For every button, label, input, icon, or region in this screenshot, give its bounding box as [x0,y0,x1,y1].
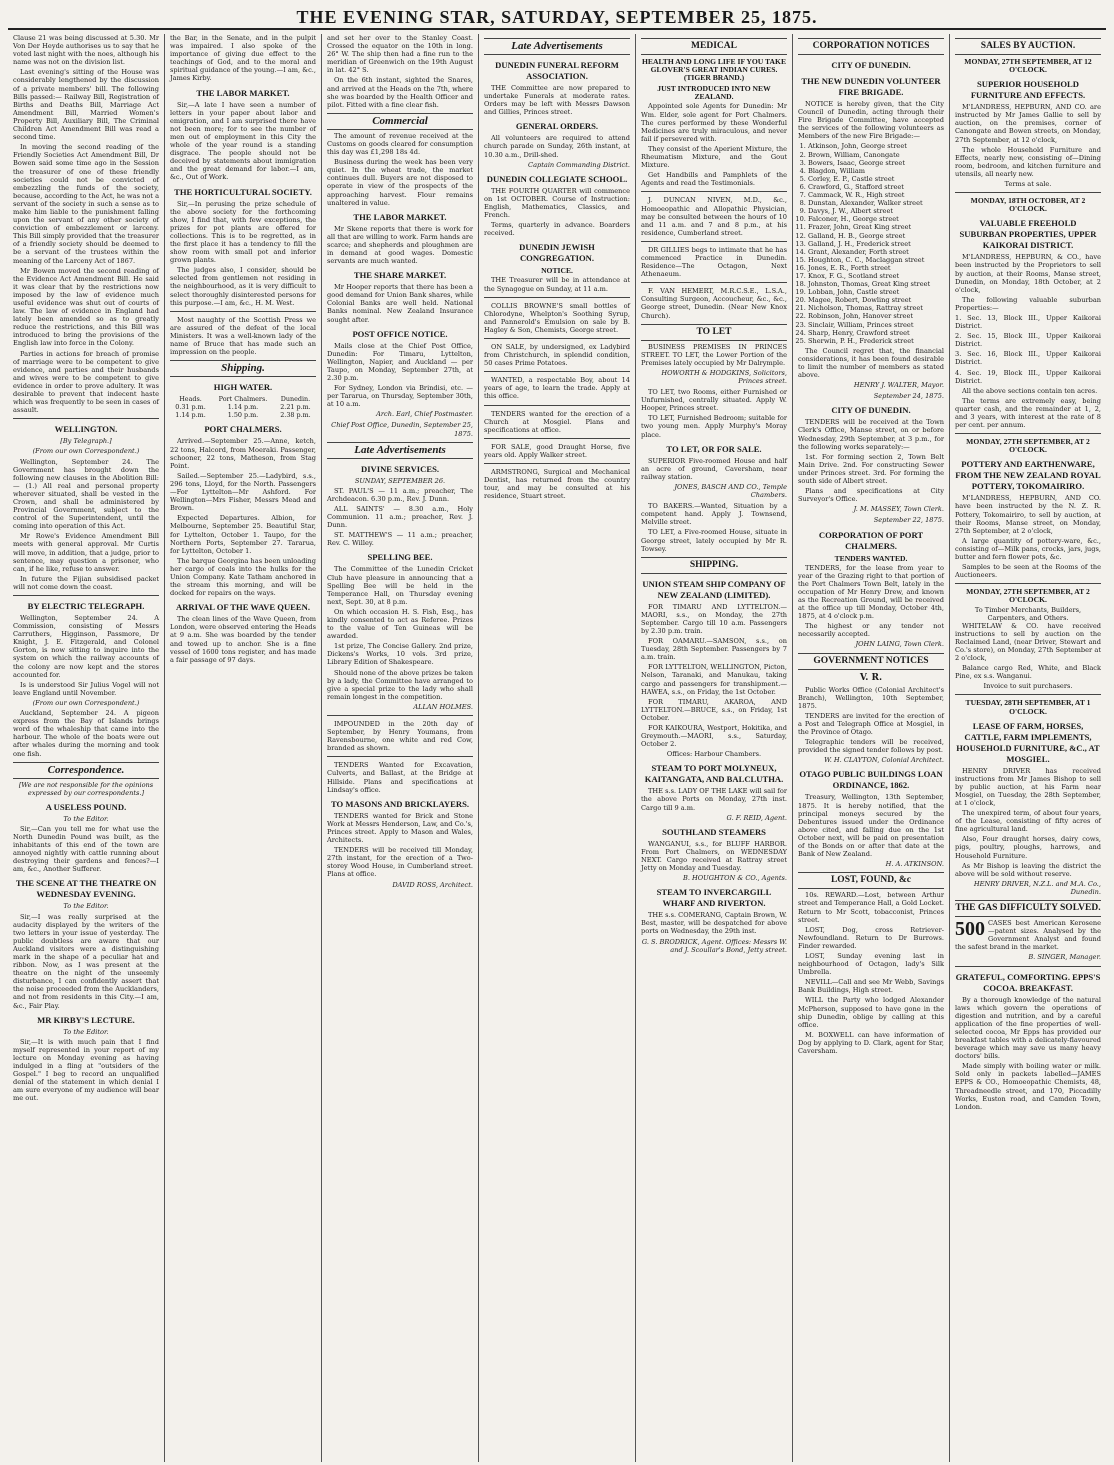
heading-masons: TO MASONS AND BRICKLAYERS. [330,798,469,809]
notice-text: Treasury, Wellington, 13th September, 1875. It is hereby notified, that the principal moneys secured by the Debentures issued under the Ordinance above cited, and falling due on the 1st October next, will be paid on presentation of the Bonds on or after that date at the Bank of New Zealand. [798,793,944,859]
list-item: 4. Sec. 19, Block III., Upper Kaikorai District. [955,368,1101,385]
ad-text: A large quantity of pottery-ware, &c., consisting of—Milk pans, crocks, jars, jugs, butter and fern flower pots, &c. [955,536,1101,562]
ad-text: TENDERS will be received till Monday, 27th instant, for the erection of a Two-storey Wood House, in Cumberland street. Plans at office. [327,846,473,879]
divider [484,463,630,464]
ad-text: F. VAN HEMERT, M.R.C.S.E., L.S.A., Consulting Surgeon, Accoucheur, &c., &c., George street, Dunedin. (Near New Knox Church). [641,287,787,320]
table-cell: Port Chalmers. [218,395,268,404]
heading-labor-market: THE LABOR MARKET. [196,87,290,98]
list-item: 21. Nicholson, Thomas, Rattray street [808,304,944,312]
ad-text: Get Handbills and Pamphlets of the Agents and read the Testimonials. [641,171,787,188]
article-text: Mr Bowen moved the second reading of the Evidence Act Amendment Bill. He said it was clear that by the restrictions now imposed by the law of evidence much useful evidence was shut out of courts of law. The law of evidence in England had lately been amended so as to greatly reduce the restrictions, and this Bill was introduced to bring the provisions of the English law into force in the Colony. [13,266,159,348]
list-item: 1. Sec. 13, Block III., Upper Kaikorai District. [955,313,1101,331]
signature: Chief Post Office, Dunedin, September 25, 1875. [331,421,473,438]
ad-text: COLLIS BROWNE'S small bottles of Chlorodyne, Whelpton's Soothing Syrup, and Pannerold's Emulsion on sale by B. Hagley & Son, Chemists, George street. [484,301,630,334]
table-cell: 2.38 p.m. [280,411,311,420]
ad-text: All the above sections contain ten acres. [962,386,1098,395]
divider [13,595,159,596]
article-text: Last evening's sitting of the House was considerably lengthened by the discussion of a private members' bill. The following Bills passed:— Railway Bill, Registration of Births and Deaths Bill, Marriage Act Amendment Bill, Married Women's Property Bill, Auxiliary Bill, The Criminal Children Act Amendment Bill was read a second time. [13,68,159,142]
notice-text: For Sydney, London via Brindisi, etc. — per Tararua, on Thursday, September 30th, at 10 a.m. [327,384,473,409]
heading-collegiate-school: DUNEDIN COLLEGIATE SCHOOL. [486,173,628,184]
heading-union-steam-ship: UNION STEAM SHIP COMPANY OF NEW ZEALAND (LIMITED). [642,578,786,600]
notice-text: The Council regret that, the financial considerations, it has been found desirable to limit the number of members as stated above. [798,346,944,380]
signature: W. H. CLAYTON, Colonial Architect. [824,756,944,765]
divider [641,241,787,242]
shipping-text: The barque Georgina has been unloading her cargo of coals into the hulks for the Union Company. Kate Tatham anchored in the stream this morning, and will be docked for repairs on the ways. [170,556,316,598]
offices-note: Offices: Harbour Chambers. [666,750,762,759]
list-item: 3. Sec. 16, Block III., Upper Kaikorai District. [955,350,1101,367]
shipping-text: Sailed.—September 25.—Ladybird, s.s., 296 tons, Lloyd, for the North. Passengers—For Lyttelton—Mr Ashford. For Wellington—Mrs Fisher, Messrs Mead and Brown. [170,471,316,513]
heading-freehold-properties: VALUABLE FREEHOLD SUBURBAN PROPERTIES, UPPER KAIKORAI DISTRICT. [959,218,1097,251]
ad-text: DR GILLIES begs to intimate that he has commenced Practice in Dunedin. Residence—The Octagon, Next Athenaeum. [641,245,787,279]
to-editor: To the Editor. [63,902,109,911]
signature: HENRY J. WALTER, Mayor. [853,381,944,390]
article-text: The amount of revenue received at the Customs on goods cleared for consumption this day was £1,298 18s 4d. [327,131,473,157]
list-item: 13. Galland, J. H., Frederick street [808,240,944,248]
table-cell: 1.14 p.m. [227,403,259,412]
article-text: Wellington, September 24. The Government has brought down the following new clauses in the Abolition Bill:— (1.) All real and personal property wherever situated, shall be vested in the Crown, and shall be administered by Provincial Government, subject to the control of the Superintendent, until the coming into operation of this Act. [13,457,159,531]
article-text: Wellington, September 24. A Commission, consisting of Messrs Carruthers, Higginson, Passmore, Dr Knight, J. E. Fitzgerald, and Colonel Gorton, is now sitting to inquire into the system on which the railway accounts of the colony are now kept and the stores accounted for. [13,614,159,679]
divider [955,433,1101,434]
ad-text: The unexpired term, of about four years, of the Lease, consisting of fifty acres of fine agricultural land. [955,809,1101,834]
signature: B. HOUGHTON & CO., Agents. [682,874,787,883]
heading-let-or-sale: TO LET, OR FOR SALE. [666,443,762,454]
heading-horticultural: THE HORTICULTURAL SOCIETY. [174,186,312,197]
ad-text: By a thorough knowledge of the natural laws which govern the operations of digestion and nutrition, and by a careful application of the fine properties of well-selected cocoa, Mr Epps has provided our breakfast tables with a delicately-flavoured beverage which may save us many heavy doctors' bills. [955,995,1101,1061]
section-commercial: Commercial [327,113,473,130]
list-item: 4. Blagdon, William [808,167,944,175]
list-item: 22. Robinson, John, Hanover street [808,312,944,320]
notice-text: TENDERS, for the lease from year to year of the Grazing right to that portion of the Port Chalmers Town Belt, lately in the occupation of Mr Henry Drew, and known as the Recreation Ground, will be received at the office up till Monday, October 4th, 1875, at 4 o'clock p.m. [798,563,944,621]
ad-title: JUST INTRODUCED INTO NEW ZEALAND. [657,84,771,102]
ad-text: THE Treasurer will be in attendance at the Synagogue on Sunday, at 11 a.m. [484,276,630,293]
ad-text: SUPERIOR Five-roomed House and half an acre of ground, Caversham, near railway station. [641,456,787,481]
list-item: 20. Magee, Robert, Dowling street [808,296,944,304]
heading-port-chalmers: PORT CHALMERS. [204,424,282,435]
shipping-text: and set her over to the Stanley Coast. Crossed the equator on the 10th in long. 26° W. The ship then had a fine run to the meridian of Greenwich on the 19th August in lat. 42° S. [327,34,473,75]
column-2 [165,34,322,1462]
ad-text: TENDERS Wanted for Excavation, Culverts, and Ballast, at the Bridge at Hillside. Plans and specifications at Lindsay's office. [327,761,473,794]
heading-share-market: THE SHARE MARKET. [353,270,447,281]
notice-text: The highest or any tender not necessarily accepted. [798,622,944,639]
heading-wave-queen: ARRIVAL OF THE WAVE QUEEN. [176,602,310,613]
divider [484,371,630,372]
ad-text: TO LET, two Rooms, either Furnished or Unfurnished, centrally situated. Apply W. Hooper, Princes street. [641,388,787,413]
ad-text: Appointed sole Agents for Dunedin: Mr Wm. Elder, sole agent for Port Chalmers. The cures performed by these Wonderful Medicines are truly miraculous, and never fail if persevered with. [641,102,787,143]
divider [484,438,630,439]
ad-text: Should none of the above prizes be taken by a lady, the Committee have arranged to give a special prize to the lady who shall remain longest in the competition. [327,668,473,701]
section-shipping: SHIPPING. [641,557,787,574]
divider [955,192,1101,193]
ad-text: M. BOXWELL can have information of Dog by applying to D. Clark, agent for Star, Caversham. [798,1030,944,1055]
ad-text: ST. PAUL'S — 11 a.m.; preacher, The Archdeacon. 6.30 p.m., Rev. J. Dunn. [327,486,473,503]
ad-text: BUSINESS PREMISES IN PRINCES STREET. TO LET, the Lower Portion of the Premises lately occupied by Mr Dalrymple. [641,342,787,367]
section-late-advertisements: Late Advertisements [327,442,473,459]
ad-text: ARMSTRONG, Surgical and Mechanical Dentist, has returned from the country tour, and may be consulted at his residence, Stuart street. [484,468,630,501]
column-7 [950,34,1106,1462]
notice-text: 1st. For forming section 2, Town Belt Main Drive. 2nd. For constructing Sewer under Princes street. 3rd. For forming the south side of Albert street. [798,452,944,486]
sale-date: MONDAY, 18TH OCTOBER, AT 2 O'CLOCK. [970,196,1086,214]
ad-text: HENRY DRIVER has received instructions from Mr James Bishop to sell by public auction, at his Farm near Mosgiel, on Tuesday, the 28th September, at 1 o'clock, [955,766,1101,807]
heading-wellington: WELLINGTON. [54,424,118,435]
divider [327,756,473,757]
divider [13,418,159,419]
ad-text: ALL SAINTS' — 8.30 a.m., Holy Communion. 11 a.m.; preacher, Rev. J. Dunn. [327,504,473,530]
ad-text: WHITELAW & CO. have received instructions to sell by auction on the Reclaimed Land, (near Driver, Stewart and Co.'s store), on Monday, 27th September at 2 o'clock, [955,621,1101,663]
list-item: 15. Houghton, C. C., Maclaggan street [808,256,944,264]
heading-general-orders: GENERAL ORDERS. [515,121,599,132]
ad-text: LOST, Sunday evening last in neighbourhood of Octagon, lady's Silk Umbrella. [798,951,944,977]
list-item: 19. Lobban, John, Castle street [808,288,944,296]
table-cell: 2.21 p.m. [280,403,311,412]
shipping-text: On the 6th instant, sighted the Snares, and arrived at the Heads on the 7th, where she was boarded by the Health Officer and pilot. Fitted with a fine clear fish. [327,76,473,109]
notice-text: Public Works Office (Colonial Architect's Branch), Wellington, 10th September, 1875. [798,685,944,710]
ad-text: All volunteers are required to attend church parade on Sunday, 26th instant, at 10.30 a.m., Drill-shed. [484,134,630,159]
divider [641,282,787,283]
notice-text: TENDERS will be received at the Town Clerk's Office, Manse street, on or before Wednesday, 29th September, at 3 p.m., for the following works separately:— [798,418,944,451]
article-text: In future the Fijian subsidised packet will not come down the coast. [13,574,159,591]
ad-text: J. DUNCAN NIVEN, M.D., &c., Homoeopathic and Allopathic Physician, may be consulted between the hours of 10 and 11 a.m. and 7 and 8 p.m., at his residence, Cumberland street. [641,196,787,237]
signature: JOHN LAING, Town Clerk. [855,640,944,649]
article-text: Mr Skene reports that there is work for all that are willing to work. Farm hands are scarce; and shepherds and ploughmen are in demand at good wages. Domestic servants are much wanted. [327,224,473,266]
heading-gas-difficulty: THE GAS DIFFICULTY SOLVED. [955,900,1101,917]
table-cell: Heads. [179,395,202,404]
signature: B. SINGER, Manager. [1028,953,1101,962]
ad-text: FOR TIMARU AND LYTTELTON.—MAORI, s.s., on Monday, the 27th September. Cargo till 10 a.m. Passengers by 2.30 p.m. train. [641,602,787,635]
notice-title: TENDERS WANTED. [834,553,908,563]
table-row [170,403,316,411]
article-text: Mr Rowe's Evidence Amendment Bill meets with general approval. Mr Curtis will move, in addition, that a judge, prior to sentence, may question a prisoner, who can, if he like, refuse to answer. [13,532,159,573]
signature: J. M. MASSEY, Town Clerk. [853,505,944,514]
list-item: 12. Galland, H. B., George street [808,232,944,240]
ad-text: WANGANUI, s.s., for BLUFF HARBOR. From Port Chalmers, on WEDNESDAY NEXT. Cargo received at Rattray street Jetty on Monday and Tuesday. [641,839,787,873]
list-item: 14. Grant, Alexander, Forth street [808,248,944,256]
members-list [808,142,944,344]
ad-text: They consist of the Aperient Mixture, the Rheumatism Mixture, and the Gout Mixture. [641,144,787,170]
article-text: Business during the week has been very quiet. In the wheat trade, the market continues dull. Buyers are not disposed to operate in view of the prospects of the approaching harvest. Flour remains unaltered in value. [327,158,473,207]
letter-text: the Bar, in the Senate, and in the pulpit was impaired. I also spoke of the importance of giving due effect to the teachings of God, and to the moral and spiritual guidance of the young.—I am, &c., James Kirby. [170,34,317,83]
section-sales-by-auction: SALES BY AUCTION. [955,38,1101,55]
ad-text: FOR SALE, good Draught Horse, five years old. Apply Walker street. [484,442,630,459]
article-text: Is is understood Sir Julius Vogel will not leave England until November. [13,680,159,697]
tides-table [170,395,316,419]
notice-title: NOTICE. [541,266,573,276]
divider [170,311,316,312]
section-correspondence: Correspondence. [13,762,159,779]
article-text: Mr Hooper reports that there has been a good demand for Union Bank shares, while Colonial Banks are well held. National Banks nominal. New Zealand Insurance sought after. [327,283,473,324]
heading-southland-steamers: SOUTHLAND STEAMERS [662,826,766,837]
subheading: SUNDAY, SEPTEMBER 26. [354,476,446,485]
heading-port-chalmers-corp: CORPORATION OF PORT CHALMERS. [818,529,924,551]
list-item: 5. Corley, E. P., Castle street [808,175,944,183]
heading-theatre: THE SCENE AT THE THEATRE ON WEDNESDAY EVENING. [15,878,157,900]
notice-text: TENDERS are invited for the erection of a Post and Telegraph Office at Mosgiel, in the Province of Otago. [798,711,944,737]
date: September 22, 1875. [873,516,944,525]
ad-text: NEVILL—Call and see Mr Webb, Savings Bank Buildings, High street. [798,978,944,995]
article-text: Clause 21 was being discussed at 5.30. Mr Von Der Heyde authorises us to say that he voted last night with the noes, although his name was not on the division list. [13,34,159,67]
list-item: 7. Cammack, W. R., High street [808,191,944,199]
letter-text: Sir,—I was really surprised at the audacity displayed by the writers of the two letters in your issue of yesterday. The public doubtless are aware that our Auckland visitors were a distinguishing mark in the shape of a peculiar hat and ribbon. Now, as I was present at the theatre on the night of the unseemly disturbance, I can confidently assert that the noise proceeded from the Aucklanders, and not from residents in this City.—I am, &c., Fair Play. [13,912,159,1010]
list-item: 18. Johnston, Thomas, Great King street [808,280,944,288]
ad-text: FOR TIMARU, AKAROA, AND LYTTELTON.—BRUCE, s.s., on Friday, 1st October. [641,697,787,722]
article-text: Auckland, September 24. A pigeon express from the Bay of Islands brings word of the whaleship that came into the harbour. The whole of the boats were out after whales during the morning and took one fish. [13,709,159,758]
ad-text: THE Committee are now prepared to undertake Funerals at moderate rates. Orders may be left with Messrs Dawson and Gillies, Princes street. [484,84,630,117]
ad-text: The whole Household Furniture and Effects, nearly new, consisting of—Dining room, bedroom, and kitchen furniture and utensils, all nearly new. [955,145,1101,178]
heading-city: CITY OF DUNEDIN. [831,60,911,70]
shipping-text: Expected Departures. Albion, for Melbourne, September 25. Beautiful Star, for Lyttelton, October 1. Taupo, for the Northern Ports, September 27. Tararua, for Lyttelton, October 1. [170,514,316,555]
ad-text: TO LET, a Five-roomed House, situate in George street, lately occupied by Mr R. Towsey. [641,528,787,553]
ad-text: ON SALE, by undersigned, ex Ladybird from Christchurch, in splendid condition, 50 cases Prime Potatoes. [484,342,630,368]
ad-text: FOR OAMARU.—SAMSON, s.s., on Tuesday, 28th September. Passengers by 7 a.m. train. [641,637,787,662]
divider [955,694,1101,695]
ad-text: IMPOUNDED in the 20th day of September, by Henry Youmans, from Ravensbourne, one white and red Cow, branded as shown. [327,720,473,753]
heading-household-furniture: SUPERIOR HOUSEHOLD FURNITURE AND EFFECTS. [970,79,1086,101]
subheading: (From our own Correspondent.) [32,447,140,456]
notice-text: NOTICE is hereby given, that the City Council of Dunedin, acting through their Fire Brigade Committee, have accepted the services of the following volunteers as Members of the new Fire Brigade:— [798,100,944,141]
terms-note: Terms at sale. [1004,180,1052,189]
divider [955,966,1101,967]
table-row [170,411,316,419]
signature: JONES, BASCH AND CO., Temple Chambers. [674,482,787,500]
to-editor: To the Editor. [63,814,109,823]
gas-ad [955,919,1101,951]
sale-date: MONDAY, 27TH SEPTEMBER, AT 2 O'CLOCK. [966,437,1090,455]
letter-text: Sir,—It is with much pain that I find myself represented in your report of my lecture on Monday evening as having indulged in a fling at "outsiders of the Gospel." I beg to record an unqualified denial of the statement in which denial I am sure everyone of my audience will bear me out. [13,1037,159,1103]
section-to-let: TO LET [641,324,787,341]
heading-loan-ordinance: OTAGO PUBLIC BUILDINGS LOAN ORDINANCE, 1862. [799,769,943,791]
list-item: 16. Jones, E. R., Forth street [808,264,944,272]
ad-text: CASES best American Kerosene—patent sizes. Analysed by the Government Analyst and found the safest brand in the market. [955,919,1101,952]
column-1 [8,34,165,1462]
signature: Captain Commanding District. [528,160,630,169]
ad-text: TENDERS wanted for Brick and Stone Work at Messrs Henderson, Law, and Co.'s, Princes street. Apply to Mason and Wales, Architects. [327,811,473,845]
section-lost-found: LOST, FOUND, &c [798,872,944,889]
ad-text: TENDERS wanted for the erection of a Church at Mosgiel. Plans and specifications at office. [484,409,630,434]
ad-text: The terms are extremely easy, being quarter cash, and the remainder at 1, 2, and 3 years, with interest at the rate of 8 per cent. per annum. [955,396,1101,430]
ad-text: Made simply with boiling water or milk. Sold only in packets labelled—JAMES EPPS & CO., Homoeopathic Chemists, 48, Threadneedle street, and 170, Piccadilly Works, Euston road, and Camden Town, London. [955,1062,1101,1111]
signature: HENRY DRIVER, N.Z.L. and M.A. Co., Dunedin. [973,879,1101,896]
ad-text: 1st prize, The Concise Gallery. 2nd prize, Dickens's Works, 10 vols. 3rd prize, Library Edition of Shakespeare. [327,642,473,667]
heading-lease-of-farm: LEASE OF FARM, HORSES, CATTLE, FARM IMPLEMENTS, HOUSEHOLD FURNITURE, &C., AT MOSGIEL. [956,720,1100,764]
ad-text: FOR LYTTELTON, WELLINGTON, Picton, Nelson, Taranaki, and Manukau, taking cargo and passengers for transhipment.—HAWEA, s.s., on Friday, the 1st October. [641,663,787,696]
ad-text: The Committee of the Lunedin Cricket Club have pleasure in announcing that a Spelling Bee will be held in the Temperance Hall, on Thursday evening next, Sept. 30, at 8 p.m. [327,565,473,606]
sale-date: TUESDAY, 28TH SEPTEMBER, AT 1 O'CLOCK. [965,698,1091,716]
list-item: 24. Sharp, Henry, Crawford street [808,329,944,337]
ad-text: M'LANDRESS, HEPBURN, AND CO. are instructed by Mr James Gallie to sell by auction, on the premises, corner of Canongate and Bowen streets, on Monday, 27th September, at 12 o'clock, [955,103,1101,144]
ad-text: LOST, Dog, cross Retriever-Newfoundland. Return to Dr Burrows. Finder rewarded. [798,925,944,950]
sale-date: MONDAY, 27TH SEPTEMBER, AT 2 O'CLOCK. [966,587,1090,605]
letter-text: Sir,—A late I have seen a number of letters in your paper about labor and emigration, and I am surprised there have not been more; for to see the number of men out of employment in this City the whole of the year round is a standing disgrace. The people should not be deceived by statements about immigration and the great demand for labor.—I am, &c., Out of Work. [170,100,316,182]
ad-text: Terms, quarterly in advance. Boarders received. [484,221,630,238]
ad-subtitle: To Timber Merchants, Builders, Carpenters, and Others. [974,605,1082,622]
table-cell: 1.50 p.m. [227,411,259,420]
ad-text: Samples to be seen at the Rooms of the Auctioneers. [955,563,1101,580]
notice-text: Plans and specifications at City Surveyor's Office. [798,487,944,504]
divider [955,583,1101,584]
column-5 [636,34,793,1462]
list-item: 6. Crawford, G., Stafford street [808,183,944,191]
ad-text: WILL the Party who lodged Alexander McPherson, supposed to have gone in the ship Dunedin, oblige by calling at this office. [798,996,944,1029]
ad-text: On which occasion H. S. Fish, Esq., has kindly consented to act as Referee. Prizes to the value of Ten Guineas will be awarded. [327,607,473,641]
ad-text: The following valuable suburban Properties:— [955,295,1101,312]
heading-spelling-bee: SPELLING BEE. [367,552,433,563]
signature: HOWORTH & HODGKINS, Solicitors, Princes street. [661,368,787,385]
signature: ALLAN HOLMES. [413,702,473,711]
shipping-text: The clean lines of the Wave Queen, from London, were observed entering the Heads at 9 a.m. She was boarded by the tender and towed up to anchor. She is a fine vessel of 1600 tons register, and has made a fair passage of 97 days. [170,615,316,664]
sale-date: MONDAY, 27TH SEPTEMBER, AT 12 O'CLOCK. [964,57,1092,75]
table-row [170,395,316,403]
divider [327,715,473,716]
notice-text: Telegraphic tenders will be received, provided the signed tender follows by post. [798,738,944,755]
ad-text: TO LET, Furnished Bedroom; suitable for two young men. Apply Murphy's Moray place. [641,414,787,439]
ad-text: TO BAKERS.—Wanted, Situation by a competent hand. Apply J. Townsend, Melville street. [641,502,787,527]
list-item: 23. Sinclair, William, Princes street [808,321,944,329]
list-item: 11. Frazer, John, Great King street [808,223,944,231]
list-item: 25. Sherwin, P. H., Frederick street [808,337,944,345]
heading-city: CITY OF DUNEDIN. [831,405,911,416]
list-item: 8. Dunstan, Alexander, Walker street [808,199,944,207]
date: September 24, 1875. [873,392,944,401]
heading-electric-telegraph: BY ELECTRIC TELEGRAPH. [27,601,145,611]
ad-text: THE s.s. COMERANG, Captain Brown, W. Best, master, will be despatched for above ports on Wednesday, the 29th inst. [641,911,787,936]
heading-post-office: POST OFFICE NOTICE. [352,328,448,339]
subheading: (From our own Correspondent.) [32,698,140,707]
signature: DAVID ROSS, Architect. [392,880,473,889]
letter-text: Sir,—Can you tell me for what use the North Dunedin Pound was built, as the inhabitants of this end of the town are annoyed nightly with cattle running about destroying their gardens and fences?—I am, &c., Another Sufferer. [13,824,159,874]
masthead: THE EVENING STAR, SATURDAY, SEPTEMBER 25, 1875. [8,6,1106,30]
ad-text: Also, Four draught horses, dairy cows, pigs, poultry, ploughs, harrows, and Household Furniture. [955,835,1101,860]
royal-cipher: V. R. [859,672,883,683]
heading-invercargill: STEAM TO INVERCARGILL WHARF AND RIVERTON. [656,887,772,909]
shipping-text: Arrived.—September 25.—Anne, ketch, 22 tons, Halcord, from Moeraki. Passenger, schooner, 22 tons, Matheson, from Stag Point. [170,437,316,470]
terms-note: Invoice to suit purchasers. [983,682,1073,691]
heading-divine-services: DIVINE SERVICES. [360,463,440,474]
heading-port-molyneux: STEAM TO PORT MOLYNEUX, KAITANGATA, AND BALCLUTHA. [644,763,784,785]
editorial-note: [We are not responsible for the opinions expressed by our correspondents.] [18,780,154,797]
section-medical: MEDICAL [641,38,787,55]
signature: H. A. ATKINSON. [885,860,944,869]
to-editor: To the Editor. [63,1027,109,1036]
section-government-notices: GOVERNMENT NOTICES [798,653,944,670]
ad-text: THE s.s. LADY OF THE LAKE will sail for the above Ports on Monday, 27th inst. Cargo till 9 a.m. [641,787,787,812]
big-number: 500 [955,918,985,941]
heading-fire-brigade: THE NEW DUNEDIN VOLUNTEER FIRE BRIGADE. [801,76,941,97]
signature: G. F. REID, Agent. [726,813,787,822]
table-cell: 1.14 p.m. [175,411,206,420]
heading-labor-market: THE LABOR MARKET. [353,211,447,222]
section-corporation-notices: CORPORATION NOTICES [798,38,944,55]
heading-funeral-reform: DUNEDIN FUNERAL REFORM ASSOCIATION. [495,60,619,81]
list-item: 9. Davys, J. W., Albert street [808,207,944,215]
column-4 [479,34,636,1462]
ad-text: Balance cargo Red, White, and Black Pine, ex s.s. Wanganui. [955,664,1101,681]
signature: G. S. BRODRICK, Agent. Offices: Messrs W. and J. Scoullar's Bond, Jetty street. [641,937,787,954]
list-item: 2. Brown, William, Canongate [808,151,944,159]
article-text: In moving the second reading of the Friendly Societies Act Amendment Bill, Dr Bowen said some time ago in the Session the treasurer of one of these friendly societies could not be convicted of embezzling the funds of the society, because, according to the Act, he was not a servant of the society in such a sense as to make him liable to the punishment falling upon the servant of any other society of conviction of embezzlement or larceny. This Bill simply provided that the treasurer of a friendly society should be deemed to be a servant of the trustees within the meaning of the Larceny Act of 1867. [13,143,159,265]
list-item: 10. Falconer, H., George street [808,215,944,223]
ad-title: HEALTH AND LONG LIFE IF YOU TAKE GLOVER'S GREAT INDIAN CURES. (TIGER BRAND.) [641,57,787,83]
subheading: [By Telegraph.] [60,437,112,446]
list-item: 1. Atkinson, John, George street [808,142,944,150]
list-item: 2. Sec. 15, Block III., Upper Kaikorai District. [955,332,1101,349]
ad-text: THE FOURTH QUARTER will commence on 1st OCTOBER. Course of Instruction: English, Mathematics, Classics, and French. [484,186,630,220]
column-3 [322,34,479,1462]
columns [8,34,1106,1462]
list-item: 17. Knox, F. G., Scotland street [808,272,944,280]
section-shipping: Shipping. [170,360,316,377]
notice-text: Mails close at the Chief Post Office, Dunedin: For Timaru, Lyttelton, Wellington, Napier, and Auckland — per Taupo, on Monday, September 27th, at 2.30 p.m. [327,341,473,382]
article-text: Parties in actions for breach of promise of marriage were to be competent to give evidence, and parties and their husbands and wives were to be competent to give evidence in order to prove adultery. It was desirable to prevent that indecent haste which was frequently to be seen in cases of assault. [13,349,159,415]
divider [641,191,787,192]
divider [484,405,630,406]
ad-text: FOR KAIKOURA, Westport, Hokitika, and Greymouth.—MAORI, s.s., Saturday, October 2. [641,724,787,749]
ad-text: M'LANDRESS, HEPBURN, & CO., have been instructed by the Proprietors to sell by auction, at their Rooms, Manse street, Dunedin, on Monday, 18th October, at 2 o'clock, [955,253,1101,294]
signature: Arch. Earl, Chief Postmaster. [376,410,473,419]
column-6 [793,34,950,1462]
article-text: Most naughty of the Scottish Press we are assured of the defeat of the local Ministers. It was a well-known lady of the name of Bruce that has made such an impression on the people. [170,315,316,357]
letter-text: Sir,—In perusing the prize schedule of the above society for the forthcoming show, I find that, with few exceptions, the prizes for pot plants are offered for collections. This is to be regretted, as in the first place it has a tendency to fill the show room with small pot and inferior grown plants. [170,199,316,265]
section-late-advertisements: Late Advertisements [484,38,630,55]
divider [484,297,630,298]
heading-kirby-lecture: MR KIRBY'S LECTURE. [37,1014,135,1025]
divider [484,338,630,339]
ad-text: WANTED, a respectable Boy, about 14 years of age, to learn the trade. Apply at this office. [484,376,630,401]
table-cell: 0.31 p.m. [175,403,206,412]
ad-text: ST. MATTHEW'S — 11 a.m.; preacher, Rev. C. Willey. [327,531,473,548]
heading-epps-cocoa: GRATEFUL, COMFORTING. EPPS'S COCOA. BREAKFAST. [955,971,1101,993]
table-cell: Dunedin. [280,395,311,404]
list-item: 3. Bowers, Isaac, George street [808,159,944,167]
heading-jewish-congregation: DUNEDIN JEWISH CONGREGATION. [519,242,595,264]
heading-high-water: HIGH WATER. [213,382,273,393]
ad-text: As Mr Bishop is leaving the district the above will be sold without reserve. [955,861,1101,878]
heading-pottery: POTTERY AND EARTHENWARE, FROM THE NEW ZEALAND ROYAL POTTERY, TOKOMAIRIRO. [955,459,1101,492]
heading-useless-pound: A USELESS POUND. [45,801,127,812]
ad-text: 10s. REWARD.—Lost, between Arthur street and Temperance Hall, a Gold Locket. Return to Mr Scott, tobacconist, Princes street. [798,891,944,924]
ad-text: M'LANDRESS, HEPBURN, AND CO. have been instructed by the N. Z. R. Pottery, Tokomairiro, to sell by auction, at their Rooms, Manse street, on Monday, 27th September, at 2 o'clock, [955,494,1101,535]
letter-text: The judges also, I consider, should be selected from gentlemen not residing in the neighbourhood, as it is very difficult to select thoroughly disinterested persons for this purpose.—I am, &c., H. M. West. [170,266,316,307]
